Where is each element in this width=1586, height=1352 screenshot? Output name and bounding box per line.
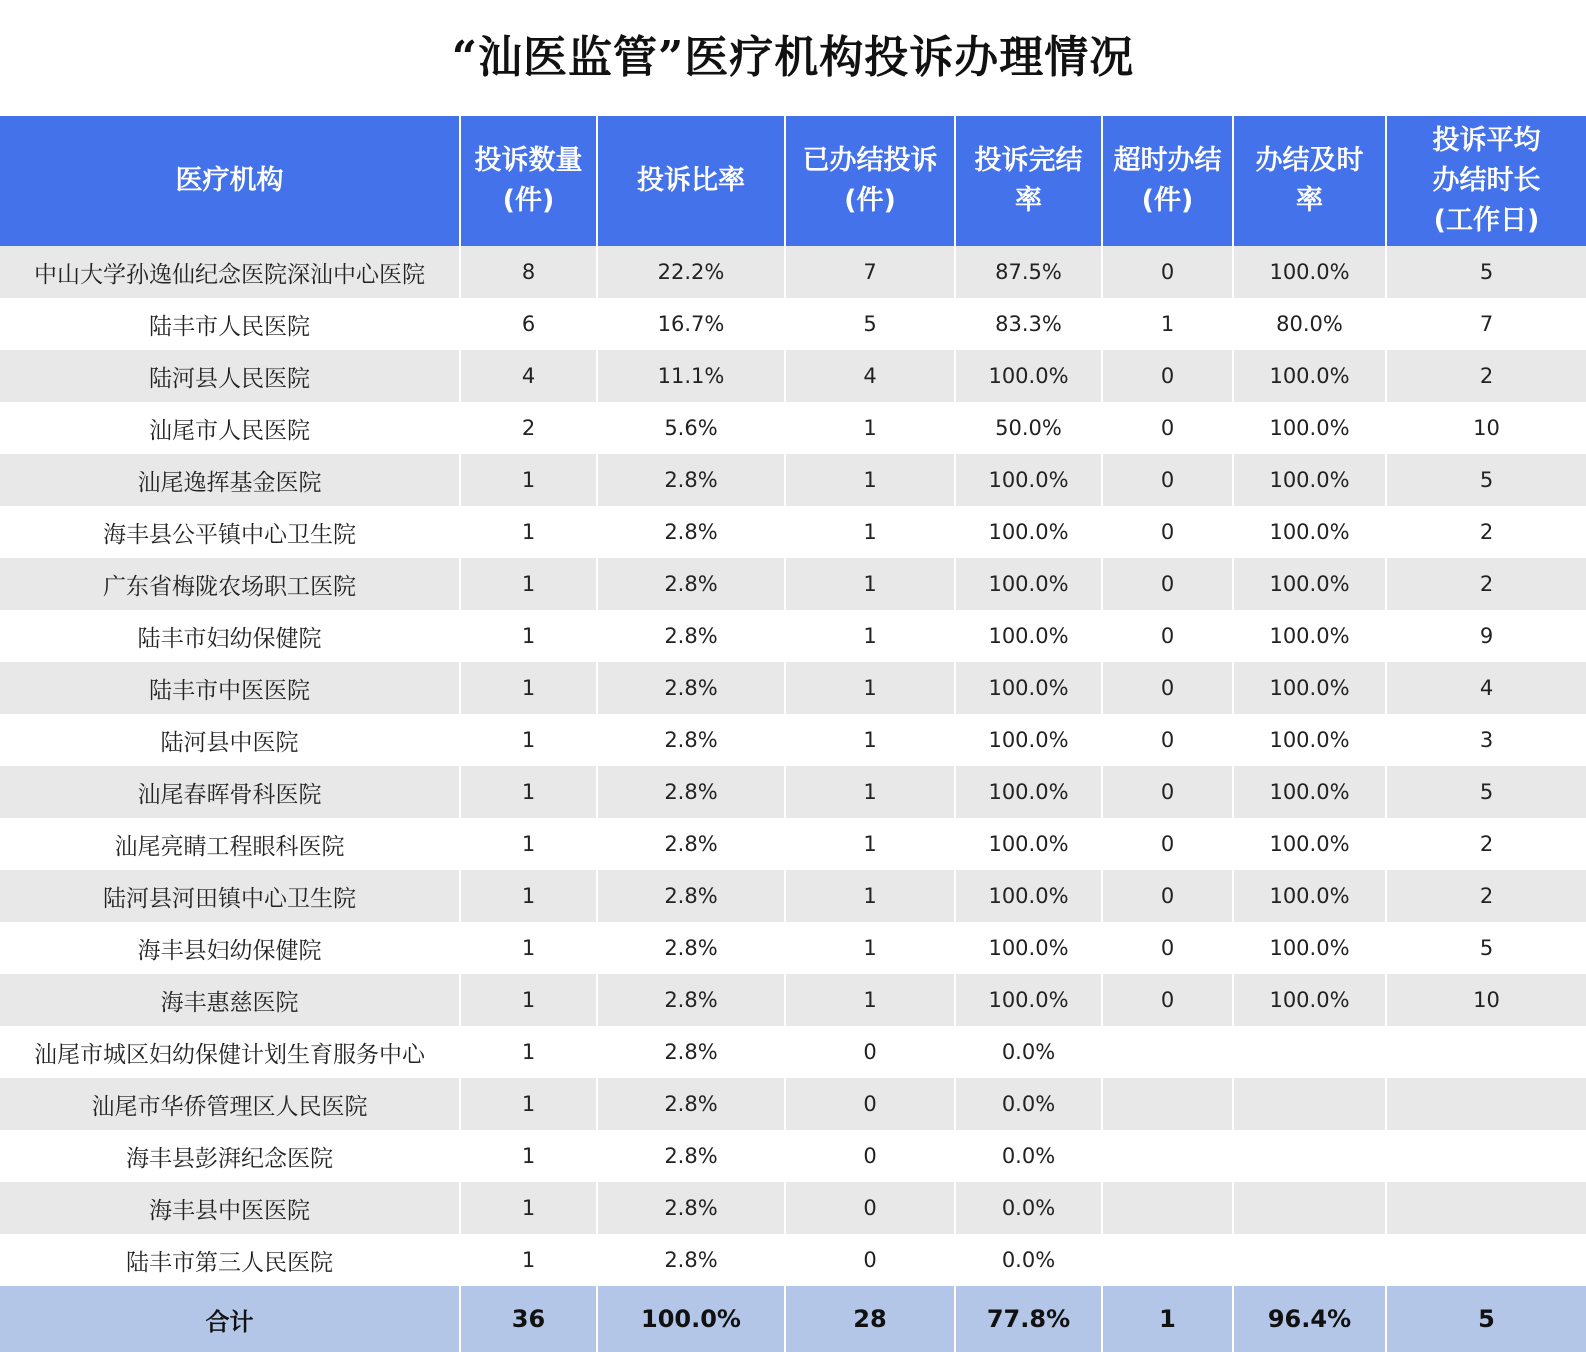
total-overdue: 1 — [1102, 1286, 1233, 1352]
table-row — [0, 662, 1586, 714]
cell-complaint-ratio: 2.8% — [597, 870, 785, 922]
cell-timely-rate — [1233, 1026, 1386, 1078]
complaint-table — [0, 116, 1586, 1352]
cell-timely-rate: 100.0% — [1233, 714, 1386, 766]
cell-resolved: 1 — [785, 818, 955, 870]
cell-complaint-count: 1 — [460, 1234, 597, 1286]
cell-timely-rate: 100.0% — [1233, 662, 1386, 714]
cell-completion-rate: 0.0% — [955, 1026, 1102, 1078]
table-row — [0, 974, 1586, 1026]
cell-avg-duration: 5 — [1386, 246, 1586, 298]
cell-avg-duration: 2 — [1386, 818, 1586, 870]
cell-completion-rate: 100.0% — [955, 506, 1102, 558]
cell-overdue: 0 — [1102, 610, 1233, 662]
cell-overdue: 0 — [1102, 870, 1233, 922]
cell-completion-rate: 100.0% — [955, 610, 1102, 662]
cell-overdue: 0 — [1102, 714, 1233, 766]
cell-avg-duration: 2 — [1386, 870, 1586, 922]
cell-completion-rate: 0.0% — [955, 1234, 1102, 1286]
cell-avg-duration: 4 — [1386, 662, 1586, 714]
cell-completion-rate: 0.0% — [955, 1078, 1102, 1130]
table-row — [0, 1130, 1586, 1182]
cell-resolved: 1 — [785, 402, 955, 454]
cell-complaint-ratio: 2.8% — [597, 558, 785, 610]
table-row — [0, 610, 1586, 662]
cell-resolved: 1 — [785, 662, 955, 714]
cell-avg-duration: 7 — [1386, 298, 1586, 350]
cell-complaint-count: 1 — [460, 1182, 597, 1234]
total-completion-rate: 77.8% — [955, 1286, 1102, 1352]
cell-complaint-ratio: 2.8% — [597, 662, 785, 714]
cell-complaint-count: 1 — [460, 454, 597, 506]
cell-resolved: 7 — [785, 246, 955, 298]
cell-completion-rate: 0.0% — [955, 1182, 1102, 1234]
table-row — [0, 402, 1586, 454]
total-row — [0, 1286, 1586, 1352]
cell-complaint-count: 1 — [460, 1078, 597, 1130]
cell-avg-duration — [1386, 1182, 1586, 1234]
table-header — [0, 116, 1586, 246]
cell-complaint-count: 1 — [460, 1130, 597, 1182]
cell-complaint-count: 1 — [460, 922, 597, 974]
cell-avg-duration: 10 — [1386, 402, 1586, 454]
cell-resolved: 0 — [785, 1026, 955, 1078]
cell-complaint-count: 1 — [460, 558, 597, 610]
cell-institution: 陆丰市妇幼保健院 — [0, 610, 460, 662]
cell-avg-duration: 2 — [1386, 350, 1586, 402]
header-complaint-ratio: 投诉比率 — [597, 116, 785, 246]
table-body — [0, 246, 1586, 1286]
table-footer — [0, 1286, 1586, 1352]
table-row — [0, 350, 1586, 402]
cell-complaint-ratio: 2.8% — [597, 1182, 785, 1234]
cell-institution: 汕尾市城区妇幼保健计划生育服务中心 — [0, 1026, 460, 1078]
table-row — [0, 870, 1586, 922]
cell-completion-rate: 100.0% — [955, 350, 1102, 402]
cell-overdue: 0 — [1102, 402, 1233, 454]
cell-timely-rate: 100.0% — [1233, 402, 1386, 454]
cell-complaint-ratio: 2.8% — [597, 454, 785, 506]
cell-avg-duration — [1386, 1234, 1586, 1286]
cell-complaint-ratio: 2.8% — [597, 1234, 785, 1286]
cell-avg-duration: 9 — [1386, 610, 1586, 662]
cell-avg-duration: 5 — [1386, 922, 1586, 974]
cell-complaint-count: 1 — [460, 506, 597, 558]
cell-completion-rate: 100.0% — [955, 766, 1102, 818]
header-timely-rate: 办结及时 率 — [1233, 116, 1386, 246]
cell-resolved: 1 — [785, 506, 955, 558]
cell-institution: 陆河县人民医院 — [0, 350, 460, 402]
cell-timely-rate: 100.0% — [1233, 870, 1386, 922]
cell-institution: 汕尾逸挥基金医院 — [0, 454, 460, 506]
cell-timely-rate: 100.0% — [1233, 350, 1386, 402]
cell-complaint-count: 2 — [460, 402, 597, 454]
cell-resolved: 1 — [785, 974, 955, 1026]
cell-completion-rate: 100.0% — [955, 922, 1102, 974]
cell-avg-duration — [1386, 1130, 1586, 1182]
cell-complaint-count: 1 — [460, 1026, 597, 1078]
cell-overdue — [1102, 1078, 1233, 1130]
cell-timely-rate: 100.0% — [1233, 818, 1386, 870]
cell-complaint-count: 1 — [460, 766, 597, 818]
cell-completion-rate: 100.0% — [955, 714, 1102, 766]
cell-timely-rate — [1233, 1182, 1386, 1234]
table-row — [0, 454, 1586, 506]
cell-institution: 海丰县妇幼保健院 — [0, 922, 460, 974]
cell-avg-duration — [1386, 1026, 1586, 1078]
cell-resolved: 0 — [785, 1130, 955, 1182]
cell-resolved: 1 — [785, 714, 955, 766]
cell-complaint-ratio: 2.8% — [597, 610, 785, 662]
cell-completion-rate: 100.0% — [955, 818, 1102, 870]
cell-overdue — [1102, 1182, 1233, 1234]
table-row — [0, 506, 1586, 558]
cell-timely-rate: 100.0% — [1233, 454, 1386, 506]
cell-completion-rate: 87.5% — [955, 246, 1102, 298]
cell-resolved: 4 — [785, 350, 955, 402]
cell-complaint-ratio: 2.8% — [597, 766, 785, 818]
cell-completion-rate: 100.0% — [955, 454, 1102, 506]
cell-complaint-ratio: 16.7% — [597, 298, 785, 350]
cell-resolved: 1 — [785, 558, 955, 610]
cell-avg-duration: 2 — [1386, 506, 1586, 558]
cell-timely-rate: 100.0% — [1233, 922, 1386, 974]
cell-institution: 海丰县公平镇中心卫生院 — [0, 506, 460, 558]
cell-timely-rate: 100.0% — [1233, 558, 1386, 610]
cell-completion-rate: 100.0% — [955, 558, 1102, 610]
table-row — [0, 922, 1586, 974]
cell-complaint-ratio: 22.2% — [597, 246, 785, 298]
cell-timely-rate: 100.0% — [1233, 610, 1386, 662]
cell-institution: 汕尾市华侨管理区人民医院 — [0, 1078, 460, 1130]
table-row — [0, 298, 1586, 350]
cell-overdue: 0 — [1102, 350, 1233, 402]
cell-institution: 汕尾亮睛工程眼科医院 — [0, 818, 460, 870]
table-row — [0, 714, 1586, 766]
cell-complaint-count: 1 — [460, 818, 597, 870]
cell-avg-duration: 5 — [1386, 454, 1586, 506]
page-title: “汕医监管”医疗机构投诉办理情况 — [451, 32, 1135, 83]
cell-complaint-ratio: 2.8% — [597, 1130, 785, 1182]
cell-overdue: 0 — [1102, 974, 1233, 1026]
header-overdue-resolved: 超时办结 (件) — [1102, 116, 1233, 246]
cell-complaint-count: 1 — [460, 870, 597, 922]
cell-institution: 汕尾市人民医院 — [0, 402, 460, 454]
cell-overdue: 0 — [1102, 818, 1233, 870]
cell-institution: 陆河县河田镇中心卫生院 — [0, 870, 460, 922]
cell-resolved: 0 — [785, 1182, 955, 1234]
cell-institution: 海丰县彭湃纪念医院 — [0, 1130, 460, 1182]
table-row — [0, 246, 1586, 298]
cell-timely-rate: 100.0% — [1233, 506, 1386, 558]
cell-timely-rate — [1233, 1130, 1386, 1182]
header-row — [0, 116, 1586, 246]
cell-completion-rate: 83.3% — [955, 298, 1102, 350]
cell-complaint-ratio: 2.8% — [597, 974, 785, 1026]
cell-complaint-ratio: 2.8% — [597, 1078, 785, 1130]
cell-institution: 陆丰市中医医院 — [0, 662, 460, 714]
cell-institution: 广东省梅陇农场职工医院 — [0, 558, 460, 610]
cell-institution: 海丰惠慈医院 — [0, 974, 460, 1026]
cell-timely-rate: 100.0% — [1233, 766, 1386, 818]
cell-complaint-ratio: 2.8% — [597, 506, 785, 558]
cell-institution: 陆丰市人民医院 — [0, 298, 460, 350]
total-complaint-count: 36 — [460, 1286, 597, 1352]
cell-complaint-ratio: 2.8% — [597, 818, 785, 870]
cell-complaint-count: 1 — [460, 610, 597, 662]
cell-avg-duration: 10 — [1386, 974, 1586, 1026]
cell-completion-rate: 50.0% — [955, 402, 1102, 454]
header-institution: 医疗机构 — [0, 116, 460, 246]
cell-timely-rate: 100.0% — [1233, 974, 1386, 1026]
cell-institution: 陆丰市第三人民医院 — [0, 1234, 460, 1286]
cell-overdue: 1 — [1102, 298, 1233, 350]
header-completion-rate: 投诉完结 率 — [955, 116, 1102, 246]
cell-overdue: 0 — [1102, 662, 1233, 714]
cell-complaint-count: 1 — [460, 974, 597, 1026]
cell-complaint-ratio: 11.1% — [597, 350, 785, 402]
header-avg-duration: 投诉平均 办结时长 (工作日) — [1386, 116, 1586, 246]
table-row — [0, 1234, 1586, 1286]
cell-overdue: 0 — [1102, 558, 1233, 610]
cell-overdue: 0 — [1102, 454, 1233, 506]
cell-institution: 海丰县中医医院 — [0, 1182, 460, 1234]
cell-complaint-count: 8 — [460, 246, 597, 298]
cell-completion-rate: 100.0% — [955, 870, 1102, 922]
total-avg-duration: 5 — [1386, 1286, 1586, 1352]
cell-complaint-ratio: 5.6% — [597, 402, 785, 454]
cell-complaint-ratio: 2.8% — [597, 714, 785, 766]
cell-overdue: 0 — [1102, 766, 1233, 818]
cell-timely-rate: 80.0% — [1233, 298, 1386, 350]
cell-resolved: 1 — [785, 610, 955, 662]
cell-timely-rate — [1233, 1234, 1386, 1286]
cell-avg-duration: 5 — [1386, 766, 1586, 818]
cell-complaint-count: 1 — [460, 662, 597, 714]
total-complaint-ratio: 100.0% — [597, 1286, 785, 1352]
cell-overdue — [1102, 1130, 1233, 1182]
cell-overdue — [1102, 1026, 1233, 1078]
cell-complaint-ratio: 2.8% — [597, 922, 785, 974]
cell-complaint-ratio: 2.8% — [597, 1026, 785, 1078]
cell-completion-rate: 100.0% — [955, 974, 1102, 1026]
cell-overdue: 0 — [1102, 246, 1233, 298]
table-row — [0, 766, 1586, 818]
cell-resolved: 0 — [785, 1234, 955, 1286]
cell-avg-duration: 3 — [1386, 714, 1586, 766]
cell-overdue: 0 — [1102, 506, 1233, 558]
cell-timely-rate: 100.0% — [1233, 246, 1386, 298]
header-complaint-count: 投诉数量 (件) — [460, 116, 597, 246]
cell-institution: 汕尾春晖骨科医院 — [0, 766, 460, 818]
cell-resolved: 1 — [785, 870, 955, 922]
table-row — [0, 1026, 1586, 1078]
cell-timely-rate — [1233, 1078, 1386, 1130]
cell-institution: 陆河县中医院 — [0, 714, 460, 766]
cell-avg-duration — [1386, 1078, 1586, 1130]
cell-resolved: 0 — [785, 1078, 955, 1130]
cell-resolved: 5 — [785, 298, 955, 350]
cell-overdue — [1102, 1234, 1233, 1286]
cell-resolved: 1 — [785, 454, 955, 506]
cell-complaint-count: 4 — [460, 350, 597, 402]
cell-complaint-count: 6 — [460, 298, 597, 350]
table-row — [0, 818, 1586, 870]
cell-resolved: 1 — [785, 922, 955, 974]
table-row — [0, 558, 1586, 610]
cell-institution: 中山大学孙逸仙纪念医院深汕中心医院 — [0, 246, 460, 298]
cell-avg-duration: 2 — [1386, 558, 1586, 610]
cell-resolved: 1 — [785, 766, 955, 818]
table-row — [0, 1182, 1586, 1234]
cell-overdue: 0 — [1102, 922, 1233, 974]
cell-completion-rate: 0.0% — [955, 1130, 1102, 1182]
total-label: 合计 — [0, 1286, 460, 1352]
table-row — [0, 1078, 1586, 1130]
cell-completion-rate: 100.0% — [955, 662, 1102, 714]
total-timely-rate: 96.4% — [1233, 1286, 1386, 1352]
header-resolved-complaints: 已办结投诉 (件) — [785, 116, 955, 246]
cell-complaint-count: 1 — [460, 714, 597, 766]
total-resolved: 28 — [785, 1286, 955, 1352]
